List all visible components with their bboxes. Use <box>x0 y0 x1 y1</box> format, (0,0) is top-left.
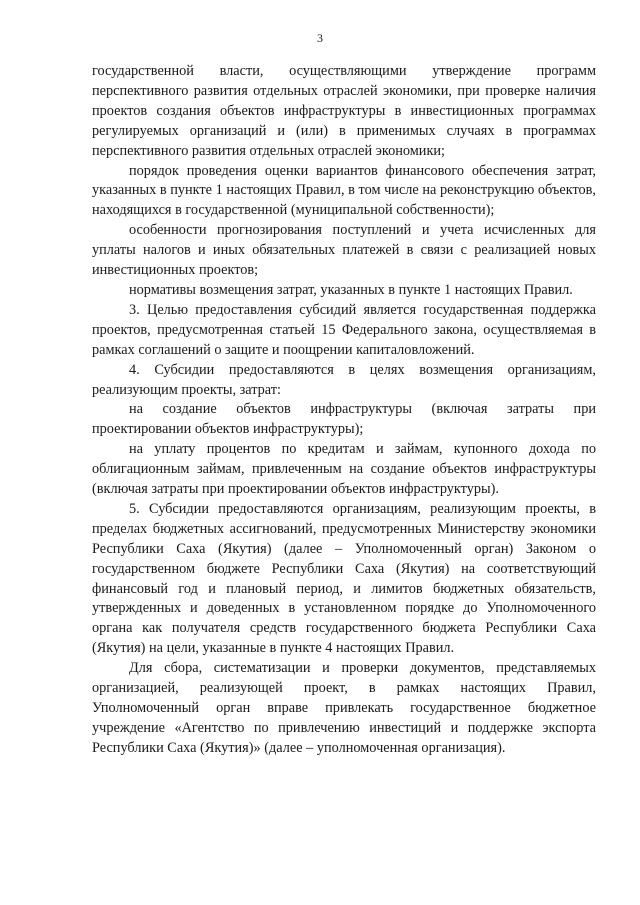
paragraph-infrastructure-costs: на создание объектов инфраструктуры (включая затраты при проектировании объектов инфраструктуры); <box>92 401 596 438</box>
paragraph-forecasting: особенности прогнозирования поступлений и учета исчисленных для уплаты налогов и иных обязательных платежей в связи с реализацией новых инвестиционных проектов; <box>92 222 596 279</box>
paragraph-document-collection: Для сбора, систематизации и проверки документов, представляемых организацией, реализующей проект, в рамках настоящих Правил, Уполномоченный орган вправе привлекать государственное бюджетное учреждение «Агентство по привлечению инвестиций и поддержке экспорта Республики Саха (Якутия)» (далее – уполномоченная организация). <box>92 660 596 756</box>
paragraph-interest-costs: на уплату процентов по кредитам и займам, купонного дохода по облигационным займам, привлеченным на создание объектов инфраструктуры (включая затраты при проектировании объектов инфраструктуры). <box>92 441 596 498</box>
paragraph-item-4: 4. Субсидии предоставляются в целях возмещения организациям, реализующим проекты, затрат: <box>92 361 596 398</box>
paragraph-reimbursement-norms: нормативы возмещения затрат, указанных в пункте 1 настоящих Правил. <box>129 281 573 298</box>
page-number: 3 <box>317 31 323 45</box>
paragraph-item-5: 5. Субсидии предоставляются организациям, реализующим проекты, в пределах бюджетных ассигнований, предусмотренных Министерству экономики Республики Саха (Якутия) (далее – Уполномоченный орган) Законом о государственном бюджете Республики Саха (Якутия) на соответствующий финансовый год и плановый период, и лимитов бюджетных обязательств, утвержденных и доведенных в установленном порядке до Уполномоченного органа как получателя средств государственного бюджета Республики Саха (Якутия) на цели, указанные в пункте 4 настоящих Правил. <box>92 500 596 657</box>
paragraph-continuation: государственной власти, осуществляющими утверждение программ перспективного развития отдельных отраслей экономики, при проверке наличия проектов создания объектов инфраструктуры в инвестиционных программах регулируемых организаций и (или) в применимых случаях в программах перспективного развития отдельных отраслей экономики; <box>92 63 596 159</box>
paragraph-item-3: 3. Целью предоставления субсидий является государственная поддержка проектов, предусмотренная статьей 15 Федерального закона, осуществляемая в рамках соглашений о защите и поощрении капиталовложений. <box>92 301 596 358</box>
document-body <box>92 62 596 759</box>
paragraph-assessment-procedure: порядок проведения оценки вариантов финансового обеспечения затрат, указанных в пункте 1 настоящих Правил, в том числе на реконструкцию объектов, находящихся в государственной (муниципальной собственности); <box>92 162 596 219</box>
